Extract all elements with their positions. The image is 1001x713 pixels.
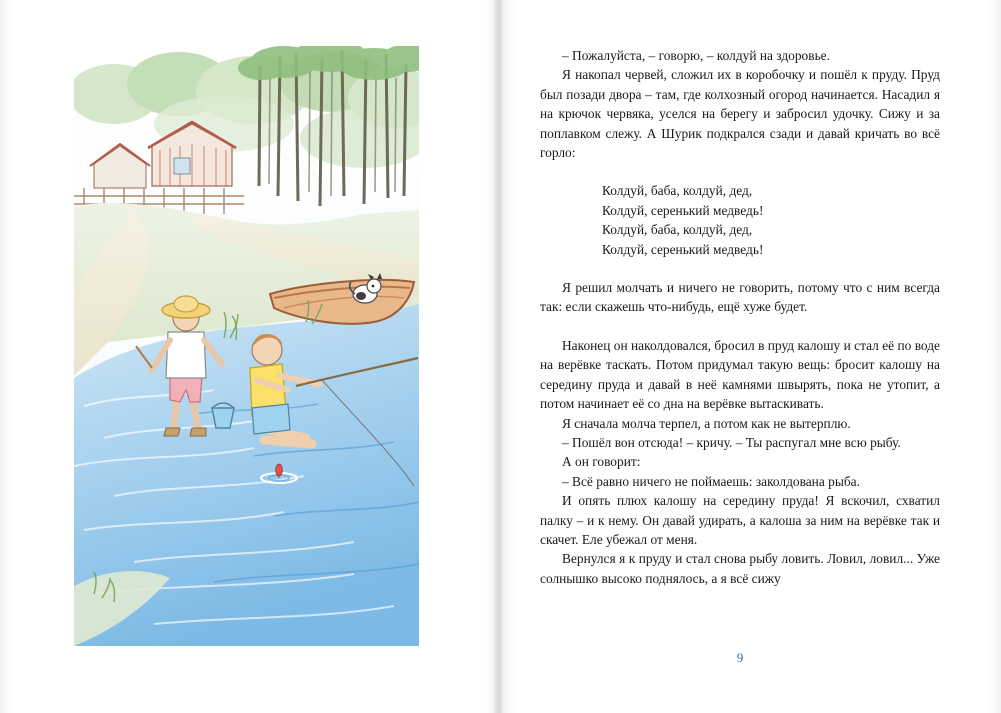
paragraph: – Пошёл вон отсюда! – кричу. – Ты распугал мне всю рыбу.	[562, 434, 901, 450]
paragraph: Наконец он наколдовался, бросил в пруд калошу и стал её по воде на верёвке таскать. Потом придумал такую вещь: бросит калошу на середину пруда и давай в неё камнями швырять, пока не утопит, а потом начинает её со дна на верёвке вытаскивать.	[540, 337, 940, 412]
body-text-column	[540, 46, 940, 588]
verse-block	[540, 181, 940, 259]
verse-line: Колдуй, серенький медведь!	[602, 241, 764, 257]
paragraph: Вернулся я к пруду и стал снова рыбу ловить. Ловил, ловил... Уже солнышко высоко поднялось, а я всё сижу	[540, 551, 940, 586]
paragraph: – Всё равно ничего не поймаешь: заколдована рыба.	[562, 473, 860, 489]
paragraph: Я решил молчать и ничего не говорить, потому что с ним всегда так: если скажешь что-нибудь, ещё хуже будет.	[540, 280, 940, 315]
illustration-boys-fishing	[74, 46, 419, 646]
verse-line: Колдуй, баба, колдуй, дед,	[602, 183, 753, 199]
paragraph: А он говорит:	[562, 454, 641, 470]
paragraph: – Пожалуйста, – говорю, – колдуй на здоровье.	[562, 48, 830, 63]
paragraph-spacer	[540, 317, 940, 336]
paragraph: Я накопал червей, сложил их в коробочку и пошёл к пруду. Пруд был позади двора – там, где колхозный огород начинается. Насадил я на крючок червяка, уселся на берегу и забросил удочку. Сижу и за поплавком слежу. А Шурик подкрался сзади и давай кричать во всё горло:	[540, 67, 940, 161]
paragraph: Я сначала молча терпел, а потом как не вытерплю.	[562, 415, 851, 431]
page-number: 9	[736, 650, 744, 665]
paragraph: И опять плюх калошу на середину пруда! Я вскочил, схватил палку – и к нему. Он давай удирать, а калоша за ним на верёвке так и скачет. Еле убежал от меня.	[540, 493, 940, 547]
verse-line: Колдуй, баба, колдуй, дед,	[602, 222, 753, 238]
verse-line: Колдуй, серенький медведь!	[602, 202, 764, 218]
